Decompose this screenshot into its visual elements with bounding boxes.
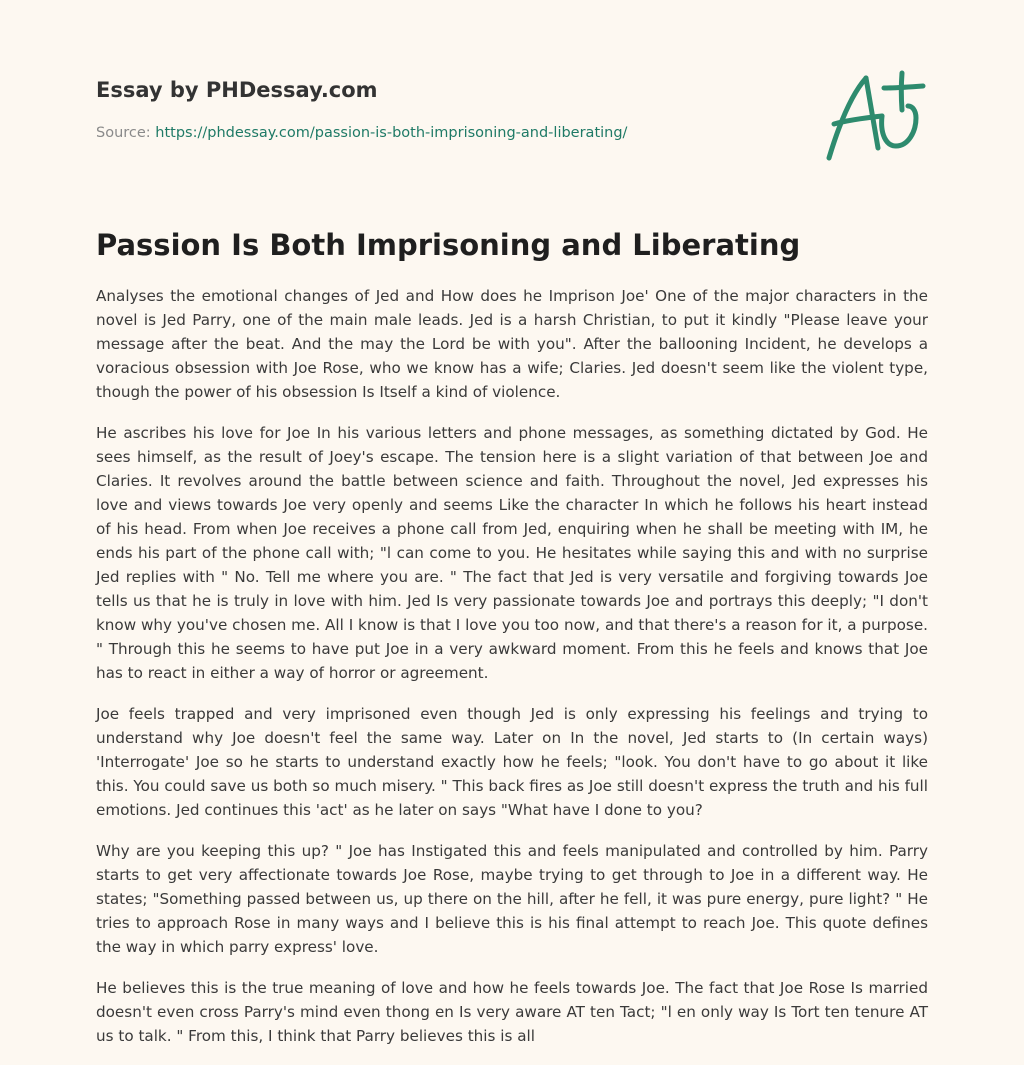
- source-label: Source:: [96, 125, 151, 141]
- site-brand: Essay by PHDessay.com: [96, 78, 378, 102]
- essay-body: [96, 284, 928, 1065]
- source-link[interactable]: https://phdessay.com/passion-is-both-imprisoning-and-liberating/: [155, 125, 628, 141]
- essay-paragraph: Why are you keeping this up? " Joe has Instigated this and feels manipulated and controlled by him. Parry starts to get very affectionate towards Joe Rose, maybe trying to get through to Joe in a different way. He states; "Something passed between us, up there on the hill, after he fell, it was pure energy, pure light? " He tries to approach Rose in many ways and I believe this is his final attempt to reach Joe. This quote defines the way in which parry express' love.: [96, 842, 928, 956]
- essay-paragraph: He ascribes his love for Joe In his various letters and phone messages, as something dictated by God. He sees himself, as the result of Joey's escape. The tension here is a slight variation of that between Joe and Claries. It revolves around the battle between science and faith. Throughout the novel, Jed expresses his love and views towards Joe very openly and seems Like the character In which he follows his heart instead of his head. From when Joe receives a phone call from Jed, enquiring when he shall be meeting with IM, he ends his part of the phone call with; "l can come to you. He hesitates while saying this and with no surprise Jed replies with " No. Tell me where you are. " The fact that Jed is very versatile and forgiving towards Joe tells us that he is truly in love with him. Jed Is very passionate towards Joe and portrays this deeply; "I don't know why you've chosen me. All I know is that I love you too now, and that there's a reason for it, a purpose. " Through this he seems to have put Joe in a very awkward moment. From this he feels and knows that Joe has to react in either a way of horror or agreement.: [96, 424, 928, 682]
- essay-paragraph: Analyses the emotional changes of Jed and How does he Imprison Joe' One of the major characters in the novel is Jed Parry, one of the main male leads. Jed is a harsh Christian, to put it kindly "Please leave your message after the beat. And the may the Lord be with you". After the ballooning Incident, he develops a voracious obsession with Joe Rose, who we know has a wife; Claries. Jed doesn't seem like the violent type, though the power of his obsession Is Itself a kind of violence.: [96, 287, 928, 401]
- essay-title: Passion Is Both Imprisoning and Liberating: [96, 228, 801, 262]
- document-header: [96, 76, 936, 176]
- essay-paragraph: Joe feels trapped and very imprisoned even though Jed is only expressing his feelings and trying to understand why Joe doesn't feel the same way. Later on In the novel, Jed starts to (In certain ways) 'Interrogate' Joe so he starts to understand exactly how he feels; "look. You don't have to go about it like this. You could save us both so much misery. " This back fires as Joe still doesn't express the truth and his full emotions. Jed continues this 'act' as he later on says "What have I done to you?: [96, 705, 928, 819]
- source-line: [96, 123, 936, 143]
- a-plus-grade-icon: [820, 66, 930, 166]
- essay-paragraph: He believes this is the true meaning of love and how he feels towards Joe. The fact that Joe Rose Is married doesn't even cross Parry's mind even thong en Is very aware AT ten Tact; "l en only way Is Tort ten tenure AT us to talk. " From this, I think that Parry believes this is all: [96, 979, 928, 1045]
